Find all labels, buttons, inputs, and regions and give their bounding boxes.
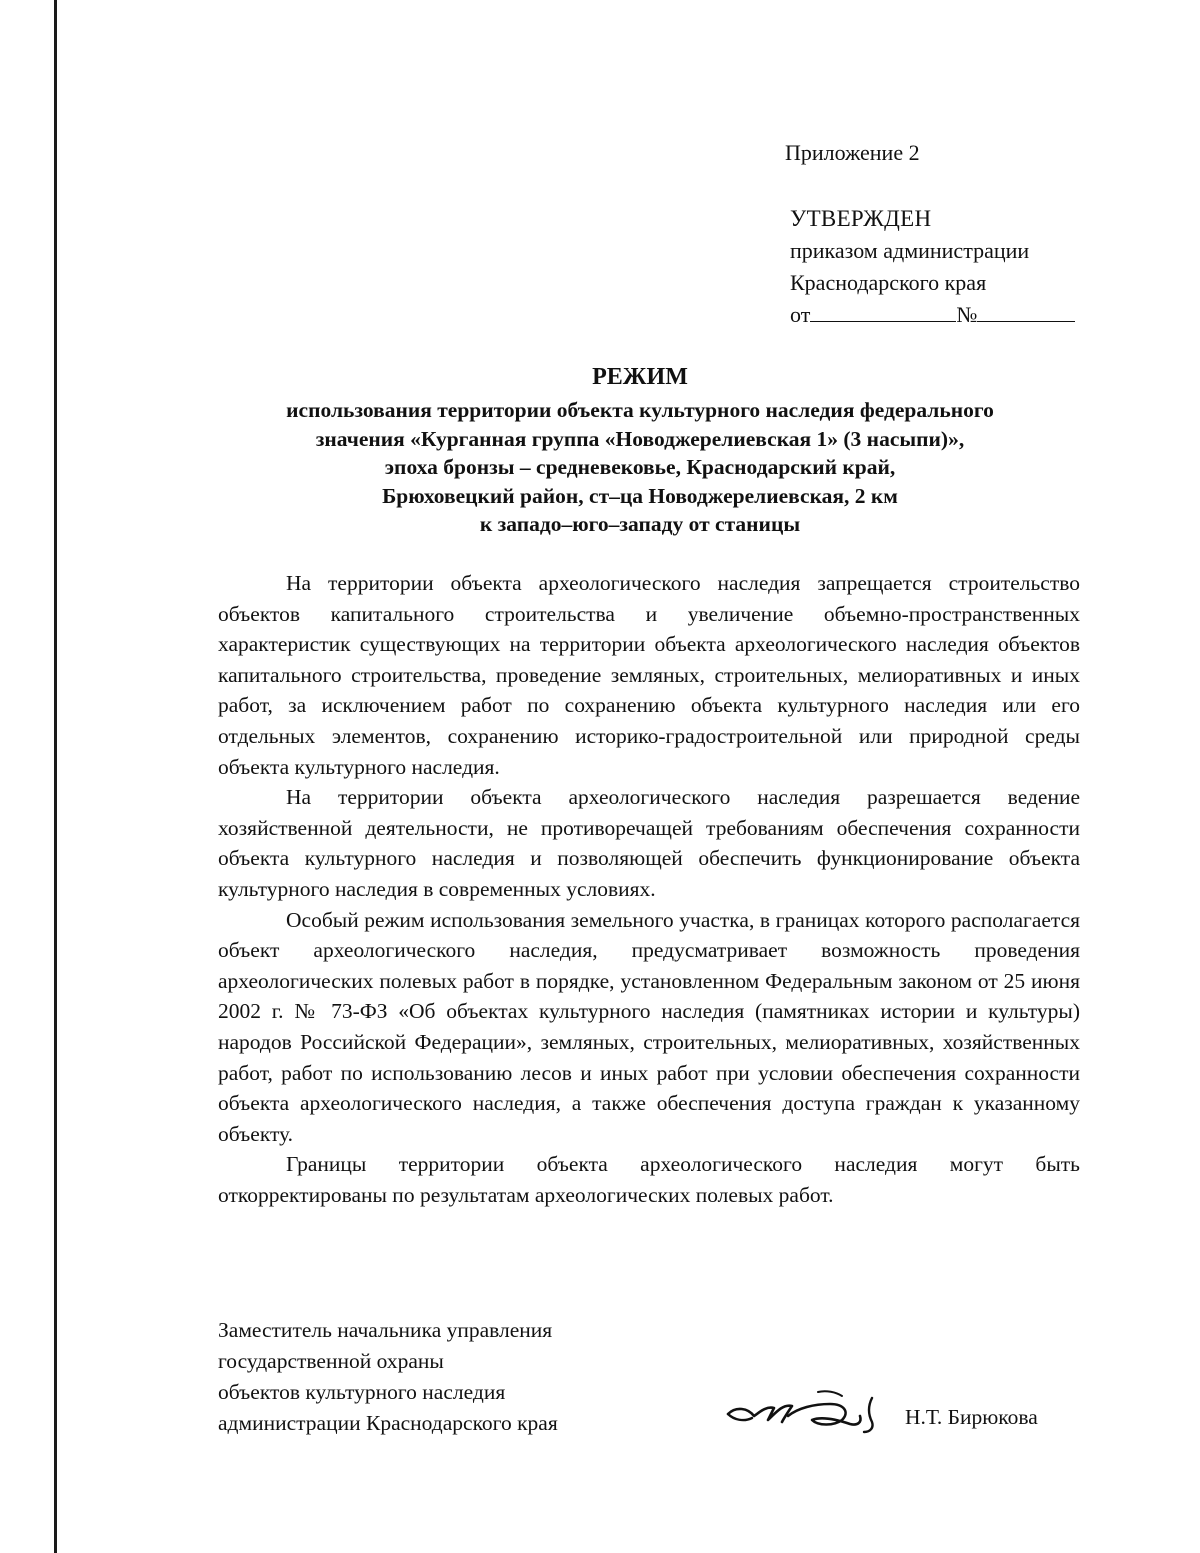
position-line: государственной охраны (218, 1349, 444, 1373)
approval-date-number (790, 299, 1075, 331)
title-line: значения «Курганная группа «Новоджерелиевская 1» (3 насыпи)», (315, 426, 965, 451)
date-label: от (790, 302, 811, 327)
page-edge-line (54, 0, 57, 1553)
body-paragraph: Границы территории объекта археологического наследия могут быть откорректированы по результатам археологических полевых работ. (218, 1152, 1080, 1207)
approval-line-2: Краснодарского края (790, 270, 987, 295)
handwritten-signature (722, 1382, 892, 1442)
body-paragraph: Особый режим использования земельного участка, в границах которого располагается объект археологического наследия, предусматривает возможность проведения археологических полевых работ в порядке, установленном Федеральным законом от 25 июня 2002 г. № 73-ФЗ «Об объектах культурного наследия (памятниках истории и культуры) народов Российской Федерации», земляных, строительных, мелиоративных, хозяйственных работ, работ по использованию лесов и иных работ при условии обеспечения сохранности объекта археологического наследия, а также обеспечения доступа граждан к указанному объекту. (218, 907, 1080, 1146)
signatory-position (218, 1315, 558, 1439)
document-title (180, 360, 1100, 539)
position-line: администрации Краснодарского края (218, 1411, 558, 1435)
body-paragraph: На территории объекта археологического наследия разрешается ведение хозяйственной деятельности, не противоречащей требованиям обеспечения сохранности объекта культурного наследия и позволяющей обеспечить функционирование объекта культурного наследия в современных условиях. (218, 785, 1080, 901)
number-label: № (956, 302, 978, 327)
date-blank (810, 303, 956, 322)
title-line: эпоха бронзы – средневековье, Краснодарский край, (384, 455, 896, 479)
signatory-name: Н.Т. Бирюкова (905, 1405, 1038, 1429)
title-line: Брюховецкий район, ст–ца Новоджерелиевская, 2 км (382, 483, 898, 508)
annex-label: Приложение 2 (785, 140, 920, 165)
number-blank (977, 303, 1075, 322)
approval-title: УТВЕРЖДЕН (790, 206, 932, 231)
body-paragraph: На территории объекта археологического наследия запрещается строительство объектов капитального строительства и увеличение объемно-пространственных характеристик существующих на территории объекта археологического наследия объектов капитального строительства, проведение земляных, строительных, мелиоративных и иных работ, за исключением работ по сохранению объекта культурного наследия или его отдельных элементов, сохранению историко-градостроительной или природной среды объекта культурного наследия. (218, 571, 1080, 779)
title-main: РЕЖИМ (592, 364, 688, 390)
approval-line-1: приказом администрации (790, 238, 1030, 263)
position-line: объектов культурного наследия (218, 1380, 506, 1404)
title-line: использования территории объекта культурного наследия федерального (286, 398, 994, 422)
document-body (218, 568, 1080, 1210)
approval-block (790, 203, 1075, 331)
position-line: Заместитель начальника управления (218, 1318, 553, 1342)
title-line: к западо–юго–западу от станицы (479, 512, 801, 536)
